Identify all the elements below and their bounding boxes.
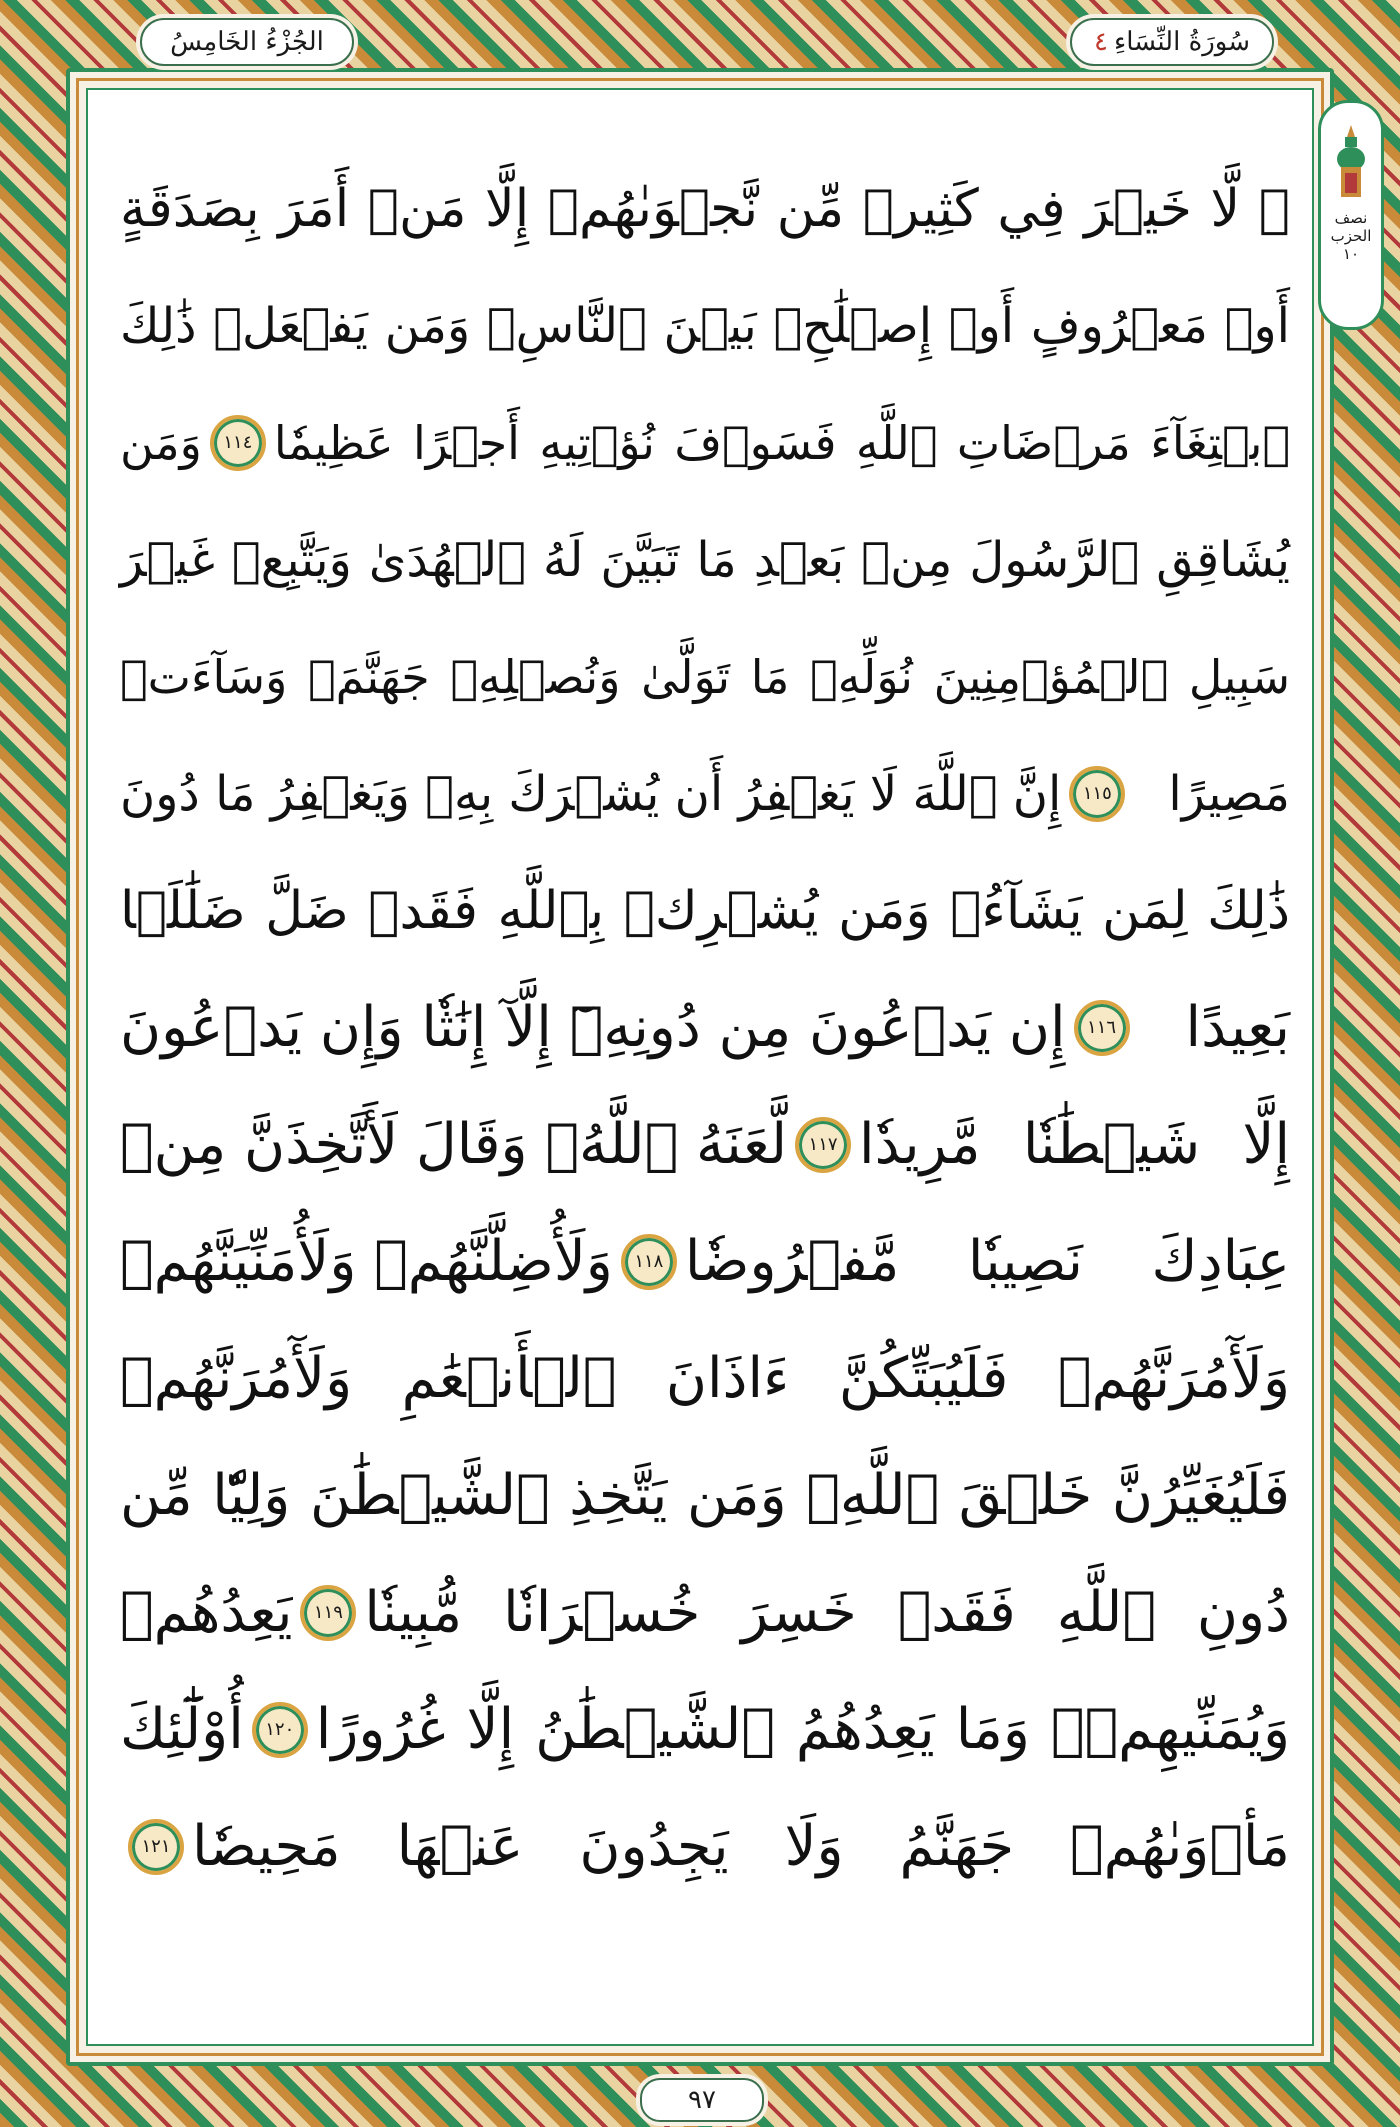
line-text: بَعِيدًا xyxy=(1185,995,1290,1060)
line-text: وَيُمَنِّيهِمۡۖ وَمَا يَعِدُهُمُ ٱلشَّيۡطَٰنُ إِلَّا غُرُورًا xyxy=(315,1697,1290,1762)
verse-text xyxy=(120,150,1290,1905)
text-line xyxy=(120,618,1290,735)
text-line xyxy=(120,1671,1290,1788)
line-text-after: يَعِدُهُمۡ xyxy=(120,1580,293,1645)
line-text: فَلَيُغَيِّرُنَّ خَلۡقَ ٱللَّهِۚ وَمَن يَتَّخِذِ ٱلشَّيۡطَٰنَ وَلِيّٗا مِّن xyxy=(120,1463,1290,1528)
surah-number: ٤ xyxy=(1094,27,1108,57)
text-line xyxy=(120,852,1290,969)
ayah-number-marker: ١٢١ xyxy=(128,1819,184,1875)
ayah-number-marker: ١٢٠ xyxy=(252,1702,308,1758)
line-text: مَأۡوَىٰهُمۡ جَهَنَّمُ وَلَا يَجِدُونَ عَنۡهَا مَحِيصٗا xyxy=(192,1814,1290,1879)
text-line xyxy=(120,969,1290,1086)
text-line xyxy=(120,1203,1290,1320)
text-line xyxy=(120,1554,1290,1671)
surah-title xyxy=(1070,18,1274,66)
ayah-number-marker: ١١٨ xyxy=(621,1234,677,1290)
line-text-after: أُوْلَٰٓئِكَ xyxy=(120,1697,244,1762)
text-line xyxy=(120,150,1290,267)
hizb-line-1: نصف xyxy=(1334,209,1368,227)
line-text: يُشَاقِقِ ٱلرَّسُولَ مِنۢ بَعۡدِ مَا تَبَيَّنَ لَهُ ٱلۡهُدَىٰ وَيَتَّبِعۡ غَيۡرَ xyxy=(120,531,1290,588)
hizb-marker xyxy=(1318,100,1384,330)
juz-title xyxy=(140,18,354,66)
ayah-number-marker: ١١٧ xyxy=(795,1117,851,1173)
text-line xyxy=(120,735,1290,852)
text-line xyxy=(120,384,1290,501)
juz-label: الجُزْءُ الخَامِسُ xyxy=(170,27,324,57)
line-text: مَصِيرًا xyxy=(1168,765,1290,822)
line-text: إِلَّا شَيۡطَٰنٗا مَّرِيدٗا xyxy=(859,1112,1290,1177)
ayah-number-marker: ١١٤ xyxy=(210,415,266,471)
line-text: ذَٰلِكَ لِمَن يَشَآءُۚ وَمَن يُشۡرِكۡ بِٱللَّهِ فَقَدۡ ضَلَّ ضَلَٰلَۢا xyxy=(120,880,1290,941)
line-text: سَبِيلِ ٱلۡمُؤۡمِنِينَ نُوَلِّهِۦ مَا تَوَلَّىٰ وَنُصۡلِهِۦ جَهَنَّمَۖ وَسَآءَتۡ xyxy=(120,649,1290,704)
line-text: أَوۡ مَعۡرُوفٍ أَوۡ إِصۡلَٰحِۭ بَيۡنَ ٱلنَّاسِۚ وَمَن يَفۡعَلۡ ذَٰلِكَ xyxy=(120,297,1290,354)
page-number-label: ٩٧ xyxy=(688,2085,716,2115)
line-text: دُونِ ٱللَّهِ فَقَدۡ خَسِرَ خُسۡرَانٗا مُّبِينٗا xyxy=(364,1580,1290,1645)
line-text: وَلَأٓمُرَنَّهُمۡ فَلَيُبَتِّكُنَّ ءَاذَانَ ٱلۡأَنۡعَٰمِ وَلَأٓمُرَنَّهُمۡ xyxy=(120,1346,1290,1411)
line-text-after: إِنَّ ٱللَّهَ لَا يَغۡفِرُ أَن يُشۡرَكَ بِهِۦ وَيَغۡفِرُ مَا دُونَ xyxy=(120,765,1062,822)
line-text-after: وَلَأُضِلَّنَّهُمۡ وَلَأُمَنِّيَنَّهُمۡ xyxy=(120,1229,613,1294)
line-text: عِبَادِكَ نَصِيبٗا مَّفۡرُوضٗا xyxy=(684,1229,1290,1294)
line-text: ٱبۡتِغَآءَ مَرۡضَاتِ ٱللَّهِ فَسَوۡفَ نُؤۡتِيهِ أَجۡرًا عَظِيمٗا xyxy=(273,415,1290,470)
surah-label: سُورَةُ النِّسَاءِ xyxy=(1113,27,1250,57)
text-line xyxy=(120,1788,1290,1905)
ayah-number-marker: ١١٦ xyxy=(1074,1000,1130,1056)
text-line xyxy=(120,1086,1290,1203)
hizb-line-3: ١٠ xyxy=(1342,245,1360,263)
page-number xyxy=(640,2078,764,2122)
ayah-number-marker: ١١٥ xyxy=(1069,766,1125,822)
line-text: ۞ لَّا خَيۡرَ فِي كَثِيرٖ مِّن نَّجۡوَىٰهُمۡ إِلَّا مَنۡ أَمَرَ بِصَدَقَةٍ xyxy=(120,178,1290,239)
text-line xyxy=(120,267,1290,384)
line-text-after: وَمَن xyxy=(120,415,202,470)
text-line xyxy=(120,1320,1290,1437)
minaret-icon xyxy=(1333,123,1369,203)
hizb-text xyxy=(1331,209,1372,263)
line-text-after: لَّعَنَهُ ٱللَّهُۘ وَقَالَ لَأَتَّخِذَنَّ مِنۡ xyxy=(120,1112,788,1177)
text-line xyxy=(120,1437,1290,1554)
line-text-after: إِن يَدۡعُونَ مِن دُونِهِۦٓ إِلَّآ إِنَٰثٗا وَإِن يَدۡعُونَ xyxy=(120,995,1066,1060)
text-line xyxy=(120,501,1290,618)
ayah-number-marker: ١١٩ xyxy=(300,1585,356,1641)
hizb-line-2: الحزب xyxy=(1330,227,1372,245)
